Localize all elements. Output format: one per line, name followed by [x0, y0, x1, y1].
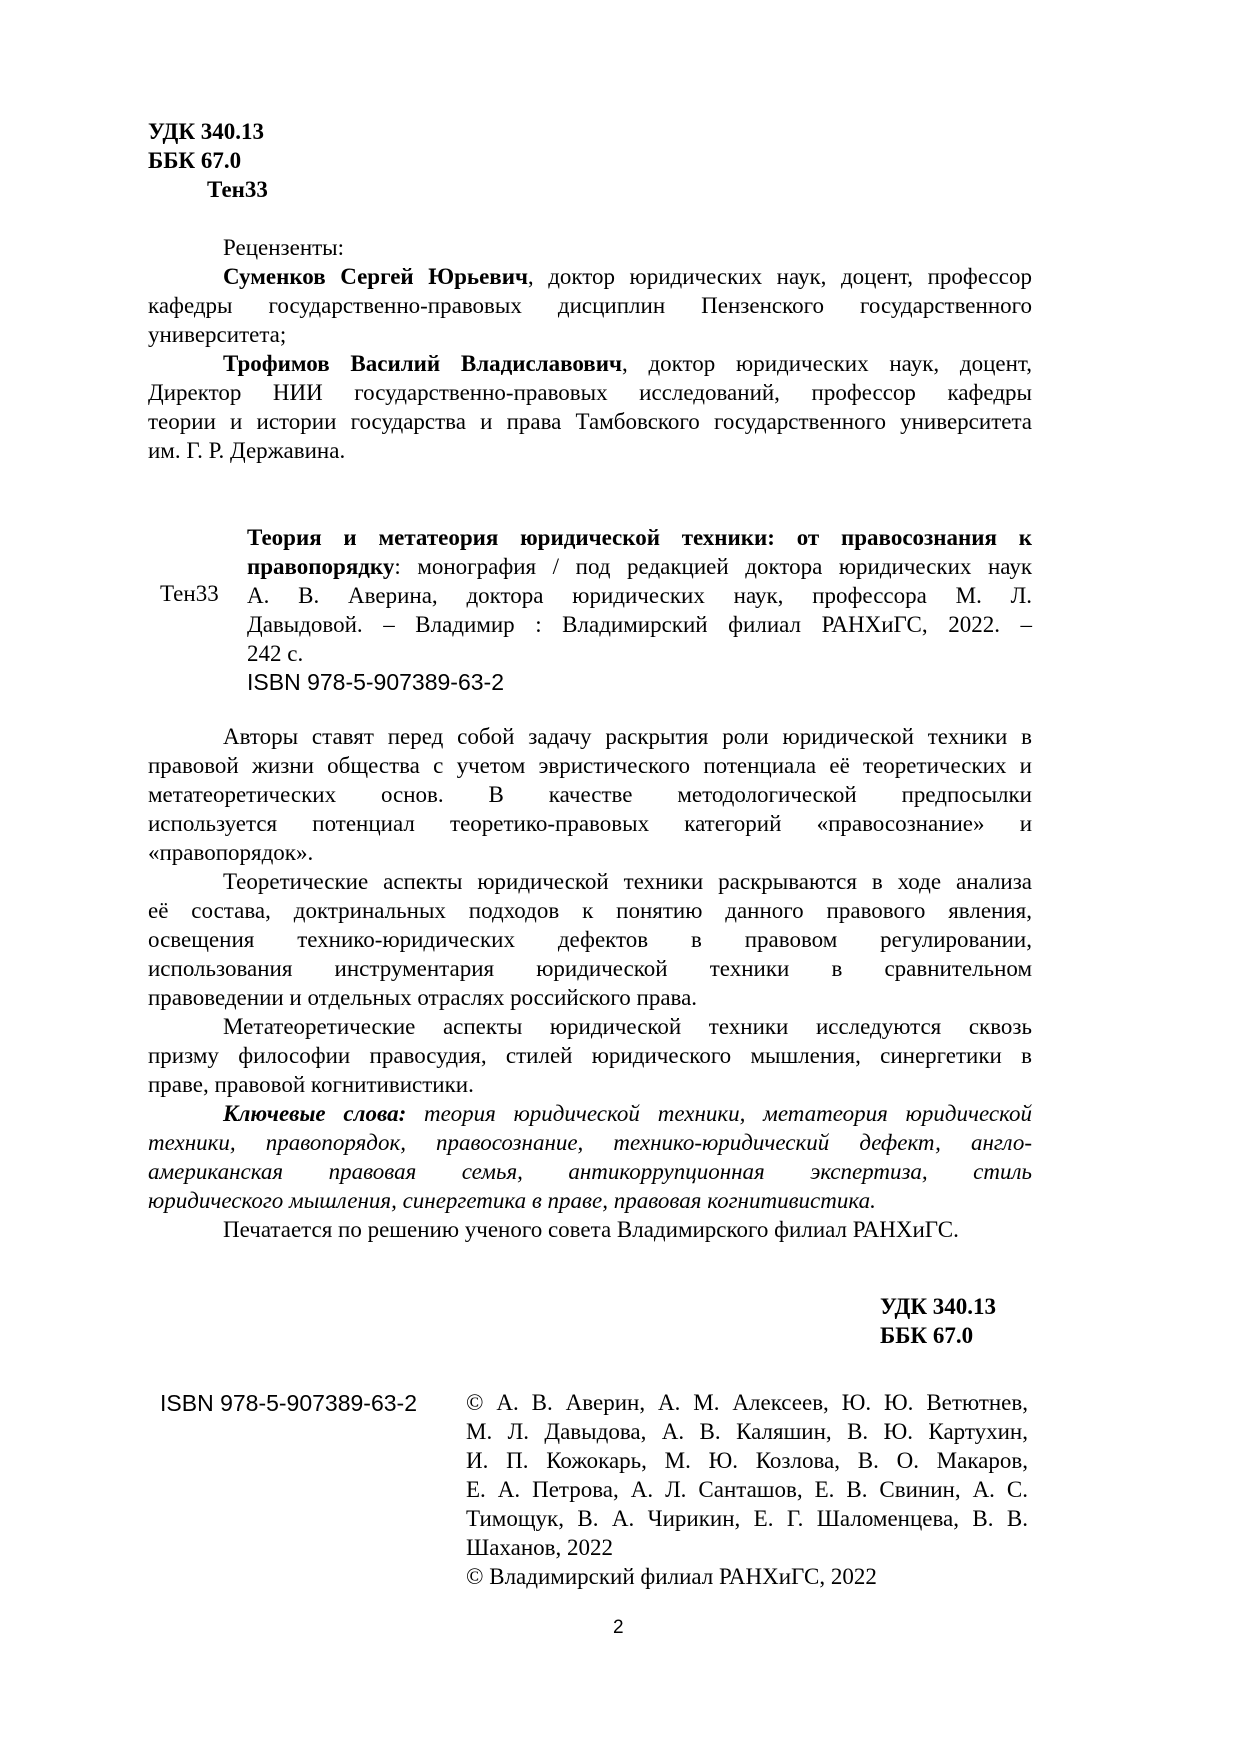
abstract	[148, 722, 1032, 1244]
biblio-record	[247, 523, 1032, 697]
copyright-isbn: ISBN 978-5-907389-63-2	[160, 1390, 417, 1416]
copyright-block	[466, 1388, 1028, 1591]
copyright-line: М. Л. Давыдова, А. В. Каляшин, В. Ю. Картухин,	[466, 1419, 1028, 1444]
print-approval: Печатается по решению ученого совета Владимирского филиал РАНХиГС.	[223, 1217, 959, 1242]
reviewer-2-text: , доктор юридических наук, доцент,	[621, 351, 1032, 376]
copyright-line: Тимощук, В. А. Чирикин, Е. Г. Шаломенцева, В. В.	[466, 1506, 1028, 1531]
bbk-code-right: ББК 67.0	[880, 1323, 974, 1348]
bbk-code: ББК 67.0	[148, 148, 242, 173]
abstract-line: «правопорядок».	[148, 840, 314, 865]
keywords-line: юридического мышления, синергетика в праве, правовая когнитивистика.	[148, 1188, 876, 1213]
biblio-line: : монография / под редакцией доктора юридических наук	[394, 554, 1032, 579]
page-number: 2	[613, 1617, 624, 1638]
biblio-line: А. В. Аверина, доктора юридических наук, профессора М. Л.	[247, 583, 1032, 608]
abstract-line: праве, правовой когнитивистики.	[148, 1072, 474, 1097]
keywords-line: техники, правопорядок, правосознание, технико-юридический дефект, англо-	[148, 1130, 1032, 1155]
reviewer-2-line: теории и истории государства и права Тамбовского государственного университета	[148, 409, 1032, 434]
copyright-line: Е. А. Петрова, А. Л. Санташов, Е. В. Свинин, А. С.	[466, 1477, 1028, 1502]
biblio-title: Теория и метатеория юридической техники: от правосознания к	[247, 525, 1032, 550]
udk-code-right: УДК 340.13	[880, 1294, 997, 1319]
abstract-line: Метатеоретические аспекты юридической техники исследуются сквозь	[223, 1014, 1032, 1039]
biblio-line: Давыдовой. – Владимир : Владимирский филиал РАНХиГС, 2022. –	[247, 612, 1032, 637]
biblio-isbn: ISBN 978-5-907389-63-2	[247, 669, 504, 695]
abstract-line: используется потенциал теоретико-правовых категорий «правосознание» и	[148, 811, 1032, 836]
copyright-line: © А. В. Аверин, А. М. Алексеев, Ю. Ю. Ветютнев,	[466, 1390, 1028, 1415]
udk-code: УДК 340.13	[148, 119, 265, 144]
copyright-line: © Владимирский филиал РАНХиГС, 2022	[466, 1564, 877, 1589]
author-sign: Тен33	[207, 177, 268, 202]
keywords-label: Ключевые слова:	[223, 1101, 407, 1126]
keywords-line: американская правовая семья, антикоррупционная экспертиза, стиль	[148, 1159, 1032, 1184]
biblio-title-end: правопорядку	[247, 554, 395, 579]
abstract-line: правовой жизни общества с учетом эвристического потенциала её теоретических и	[148, 753, 1032, 778]
abstract-line: использования инструментария юридической техники в сравнительном	[148, 956, 1032, 981]
reviewer-2-name: Трофимов Василий Владиславович	[223, 351, 622, 376]
reviewer-2-line: Директор НИИ государственно-правовых исследований, профессор кафедры	[148, 380, 1032, 405]
reviewer-1-name: Суменков Сергей Юрьевич	[223, 264, 528, 289]
abstract-line: правоведении и отдельных отраслях российского права.	[148, 985, 698, 1010]
reviewer-2	[148, 349, 1032, 465]
reviewer-1-line: кафедры государственно-правовых дисциплин Пензенского государственного	[148, 293, 1032, 318]
reviewer-2-line: им. Г. Р. Державина.	[148, 438, 346, 463]
biblio-sign: Тен33	[160, 581, 219, 606]
reviewer-1-text: , доктор юридических наук, доцент, профессор	[527, 264, 1032, 289]
abstract-line: призму философии правосудия, стилей юридического мышления, синергетики в	[148, 1043, 1032, 1068]
abstract-line: её состава, доктринальных подходов к понятию данного правового явления,	[148, 898, 1032, 923]
reviewer-1	[148, 262, 1032, 349]
abstract-line: Авторы ставят перед собой задачу раскрытия роли юридической техники в	[223, 724, 1032, 749]
abstract-line: Теоретические аспекты юридической техники раскрываются в ходе анализа	[223, 869, 1032, 894]
copyright-line: Шаханов, 2022	[466, 1535, 613, 1560]
reviewer-1-line: университета;	[148, 322, 287, 347]
abstract-line: освещения технико-юридических дефектов в правовом регулировании,	[148, 927, 1032, 952]
keywords-text: теория юридической техники, метатеория юридической	[406, 1101, 1033, 1126]
abstract-line: метатеоретических основ. В качестве методологической предпосылки	[148, 782, 1032, 807]
reviewers-title: Рецензенты:	[223, 235, 345, 260]
copyright-line: И. П. Кожокарь, М. Ю. Козлова, В. О. Макаров,	[466, 1448, 1028, 1473]
biblio-pages: 242 с.	[247, 641, 304, 666]
